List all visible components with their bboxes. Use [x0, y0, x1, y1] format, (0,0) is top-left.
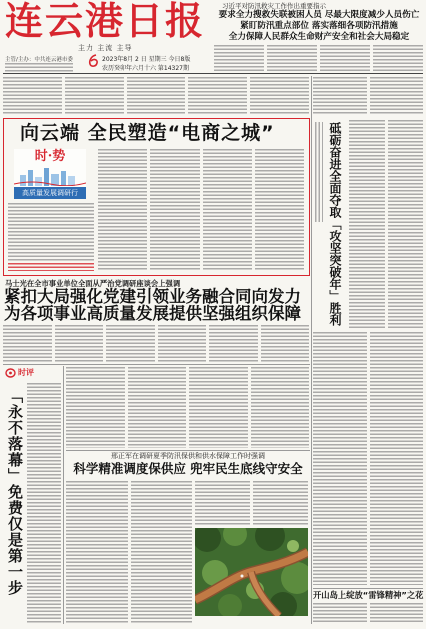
feature-text-column — [8, 203, 94, 261]
commentary-column-logo — [4, 367, 60, 379]
side-story-body — [313, 603, 423, 623]
commentary-headline: 「永不落幕」免费仅是第一步 — [6, 388, 24, 596]
logo-banner: 高质量发展调研行 — [14, 187, 86, 199]
text-column — [128, 367, 187, 448]
text-column — [255, 149, 304, 271]
ring-icon — [5, 368, 16, 378]
swirl-emblem-icon — [88, 53, 99, 68]
text-column — [349, 120, 385, 328]
text-column — [313, 603, 367, 623]
boardwalk-photo — [195, 528, 308, 616]
text-column — [98, 149, 147, 271]
upper-text-band — [3, 77, 309, 115]
publisher-line: 主管/主办：中共连云港市委 — [5, 57, 73, 63]
text-column — [214, 45, 264, 71]
text-column — [131, 481, 193, 623]
section-divider — [313, 588, 423, 589]
section-divider — [3, 364, 310, 365]
flood-story-body — [195, 481, 308, 525]
top-story-headline: 紧盯防汛重点部位 落实落细各项防汛措施 — [240, 21, 398, 31]
masthead-small-text — [5, 63, 73, 72]
text-column — [3, 77, 62, 115]
text-column — [66, 367, 125, 448]
feature-body — [98, 149, 304, 271]
text-column — [313, 332, 367, 585]
feature-title: 向云端 全民塑造“电商之城” — [20, 122, 275, 144]
feature-series-logo — [14, 149, 86, 199]
text-column — [320, 45, 370, 71]
masthead-divider — [3, 73, 423, 74]
text-column — [65, 77, 124, 115]
skyline-icon — [14, 166, 86, 186]
vertical-story-body-continued — [313, 332, 423, 585]
party-story-headline: 紧扣大局强化党建引领业务融合同向发力 — [4, 287, 301, 306]
text-column — [150, 149, 199, 271]
flood-story-headline: 科学精准调度保供应 兜牢民生底线守安全 — [73, 461, 303, 476]
feature-highlight-text — [8, 263, 94, 271]
text-column — [127, 77, 186, 115]
top-story-kicker: 习近平对防汛救灾工作作出重要指示 — [222, 2, 326, 10]
commentary-body — [27, 383, 61, 623]
side-story-headline: 开山岛上绽放“雷锋精神”之花 — [313, 590, 424, 600]
top-story-headline: 全力保障人民群众生命财产安全和社会大局稳定 — [228, 32, 410, 42]
flood-story-body — [66, 481, 192, 623]
text-column — [106, 325, 155, 362]
commentary-column-label: 时评 — [18, 368, 34, 377]
text-column — [251, 367, 310, 448]
text-column — [189, 367, 248, 448]
text-column — [388, 120, 424, 328]
text-column — [158, 325, 207, 362]
commentary-divider — [63, 366, 64, 624]
text-column — [3, 325, 52, 362]
text-column — [66, 481, 128, 623]
text-column — [313, 77, 367, 115]
text-column — [195, 481, 250, 525]
top-story-headline: 要求全力搜救失联被困人员 尽最大限度减少人员伤亡 — [218, 10, 420, 20]
upper-right-text-band — [313, 77, 423, 115]
party-story-headline: 为各项事业高质量发展提供坚强组织保障 — [4, 304, 301, 323]
vertical-story-body — [349, 120, 423, 328]
top-story-body — [214, 45, 423, 71]
text-column — [209, 325, 258, 362]
text-column — [250, 77, 309, 115]
flood-story-kicker: 邢正军在调研夏季防汛保供和供水保障工作时强调 — [111, 452, 265, 460]
right-column-divider — [311, 76, 312, 624]
text-column — [188, 77, 247, 115]
party-story-body — [3, 325, 309, 362]
masthead-slogan: 主力 主流 主导 — [78, 44, 133, 52]
text-column — [253, 481, 308, 525]
text-column — [370, 332, 424, 585]
text-column — [203, 149, 252, 271]
text-column — [267, 45, 317, 71]
party-story-continued — [66, 367, 309, 448]
vertical-story-subtitle — [315, 122, 323, 222]
issue-date: 2023年8月 2 日 星期三 今日8版 — [102, 56, 191, 63]
lunar-date-issue-number: 农历癸卯年六月十六 第14327期 — [102, 65, 189, 72]
masthead-title: 连云港日报 — [5, 0, 206, 43]
party-story-kicker: 马士光在全市事业单位全面从严治党调研座谈会上强调 — [5, 279, 181, 288]
text-column — [370, 77, 424, 115]
text-column — [373, 45, 423, 71]
section-divider — [66, 450, 310, 451]
logo-title: 时·势 — [34, 149, 66, 164]
vertical-story-headline: 砥砺奋进全面夺取「攻坚突破年」胜利 — [328, 122, 342, 326]
text-column — [370, 603, 424, 623]
top-story-headlines — [214, 10, 424, 43]
text-column — [55, 325, 104, 362]
text-column — [261, 325, 310, 362]
